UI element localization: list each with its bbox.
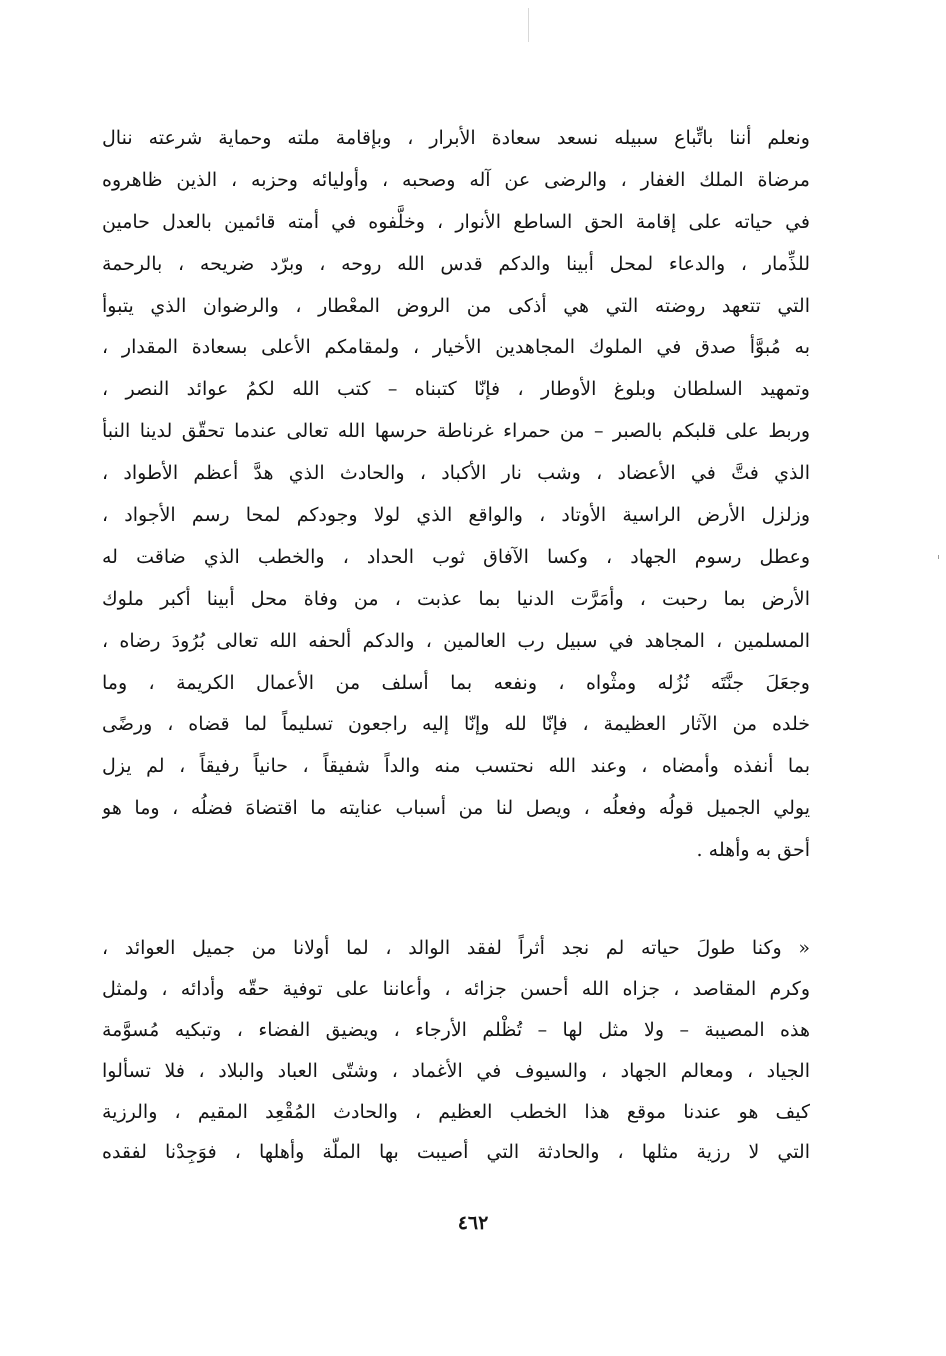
text-line: وعطل رسوم الجهاد ، وكسا الآفاق ثوب الحداد ، والخطب الذي ضاقت له [102, 545, 810, 568]
text-line: المسلمين ، المجاهد في سبيل رب العالمين ، والدكم ألحفه الله تعالى بُرُودَ رضاه ، [102, 629, 810, 652]
text-line: وجعَلَ جنَّتَه نُزُله ومثْواه ، ونفعه بما أسلف من الأعمال الكريمة ، وما [102, 671, 810, 694]
paragraph-1 [102, 118, 810, 872]
text-line: وزلزل الأرض الراسية الأوتاد ، والواقع الذي لولا وجودكم لمحا رسم الأجواد ، [102, 504, 810, 527]
text-line: وكرم المقاصد ، جزاه الله أحسن جزائه ، وأعاننا على توفية حقّه وأدائه ، ولمثل [102, 977, 810, 1000]
text-line: الذي فتَّ في الأعضاد ، وشب نار الأكباد ، والحادث الذي هدَّ أعظم الأطواد ، [102, 462, 810, 485]
text-line: للذِّمار ، والدعاء لمحل أبينا والدكم قدس الله روحه ، وبرّد ضريحه ، بالرحمة [102, 252, 810, 275]
text-line: كيف هو عندنا موقع هذا الخطب العظيم ، والحادث المُقْعِد المقيم ، والرزية [102, 1100, 810, 1123]
text-line: « وكنا طولَ حياته لم نجد أثراً لفقد الوالد ، لما أولانا من جميل العوائد ، [102, 937, 810, 959]
text-line: مرضاة الملك الغفار ، والرضى عن آله وصحبه ، وأوليائه وحزبه ، الذين ظاهروه [102, 168, 810, 191]
scan-mark-right [938, 555, 939, 559]
page-number: ٤٦٢ [457, 1212, 489, 1234]
text-line: خلده من الآثار العظيمة ، فإنّا لله وإنّا إليه راجعون تسليماً لما قضاه ، ورضًى [102, 713, 810, 736]
text-line: ونعلم أننا باتِّباع سبيله نسعد سعادة الأبرار ، وبإقامة ملته وحماية شرعته ننال [102, 127, 810, 149]
text-line: في حياته على إقامة الحق الساطع الأنوار ، وخلَّفوه في أمته قائمين بالعدل حامين [102, 210, 810, 233]
text-line: يولي الجميل قولُه وفعلُه ، ويصل لنا من أسباب عنايته ما اقتضاهَ فضلُه ، وما هو [102, 797, 810, 820]
text-line: الأرض بما رحبت ، وأمَرَّت الدنيا بما عذبت ، من وفاة محل أبينا أكبر ملوك [102, 587, 810, 610]
text-line: الجياد ، ومعالم الجهاد ، والسيوف في الأغماد ، وشتّى العباد والبلاد ، فلا تسألوا [102, 1059, 810, 1082]
text-line: بما أنفذه وأمضاه ، وعند الله نحتسب منه والداً شفيقاً ، حانياً رفيقاً ، لم يزل [102, 755, 810, 778]
scan-mark-top [528, 8, 529, 42]
text-line: وتمهيد السلطان وبلوغ الأوطار ، فإنّا كتبناه – كتب الله لكمُ عوائد النصر ، [102, 378, 810, 401]
paragraph-2 [102, 928, 810, 1173]
text-line: به مُبوَّأ صدق في الملوك المجاهدين الأخيار ، ولمقامكم الأعلى بسعادة المقدار ، [102, 336, 810, 359]
text-line: أحق به وأهله . [696, 839, 810, 862]
text-line: هذه المصيبة – ولا مثل لها – تُظْلم الأرجاء ، ويضيق الفضاء ، وتبكيه مُسوَّمة [102, 1018, 810, 1041]
text-line: التي تتعهد روضته التي هي أذكى من الروض المعْطار ، والرضوان الذي يتبوأ [102, 294, 810, 317]
text-line: وربط على قلبكم بالصبر – من حمراء غرناطة حرسها الله تعالى عندما تحقّق لدينا النبأ [102, 420, 810, 443]
text-line: التي لا رزية مثلها ، والحادثة التي أصيبت بها الملّة وأهلها ، فوَجِدْنا لفقده [102, 1141, 810, 1164]
